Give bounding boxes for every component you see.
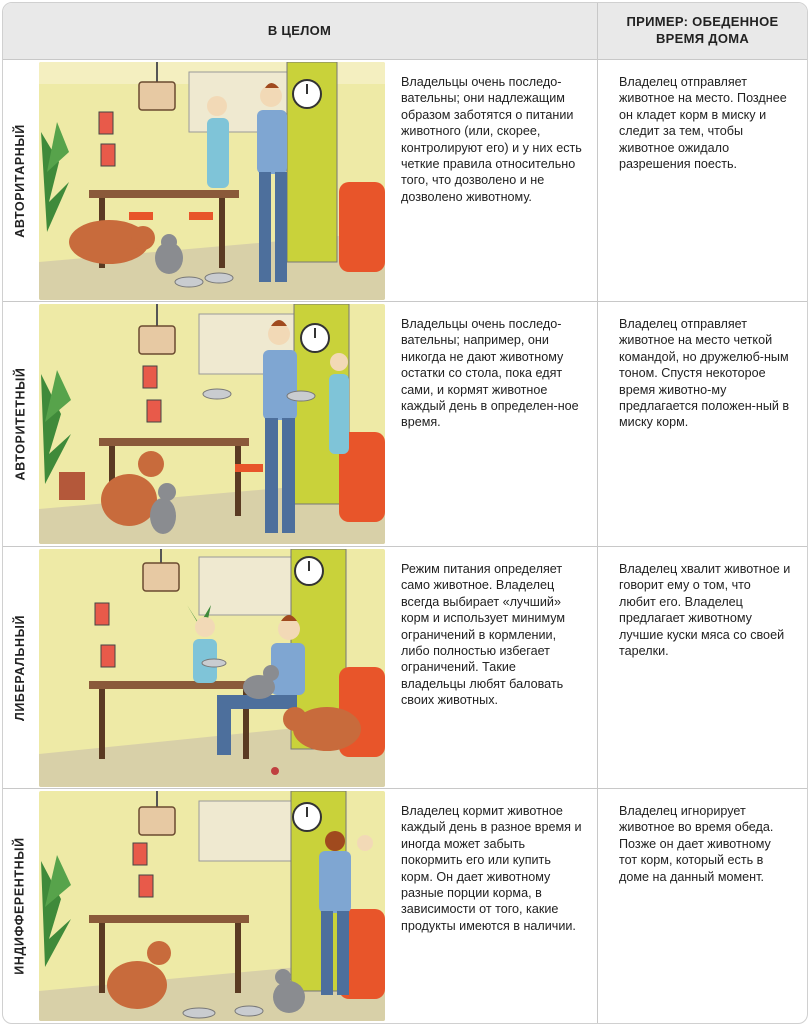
table-row bbox=[3, 60, 807, 302]
row-label-cell bbox=[3, 302, 37, 546]
row-label-cell bbox=[3, 547, 37, 788]
row-example: Владелец игнорирует животное во время обеда. Позже он дает животному тот корм, который есть в доме на данный момент. bbox=[597, 789, 807, 1023]
table-row bbox=[3, 302, 807, 547]
row-example: Владелец отправляет животное на место четкой командой, но дружелюб-ным тоном. Спустя некоторое время животно-му предлагается положен-ный в миску корм. bbox=[597, 302, 807, 546]
header-example: ПРИМЕР: ОБЕДЕННОЕ ВРЕМЯ ДОМА bbox=[597, 3, 807, 59]
row-label: ИНДИФФЕРЕНТНЫЙ bbox=[13, 837, 27, 975]
table-row bbox=[3, 547, 807, 789]
parenting-styles-table bbox=[2, 2, 808, 1024]
row-label: АВТОРИТЕТНЫЙ bbox=[13, 367, 28, 481]
row-label-cell bbox=[3, 789, 37, 1023]
row-description: Владельцы очень последо-вательны; они надлежащим образом заботятся о питании животного (или, скорее, контролируют его) и у них есть четкие правила относительно того, что дозволено и не дозволено животному. bbox=[401, 75, 582, 204]
row-description: Режим питания определяет само животное. Владелец всегда выбирает «лучший» корм и использует минимум ограничений в кормлении, либо полностью избегает ограничений. Такие владельцы любят баловать своих животных. bbox=[401, 562, 566, 708]
row-example: Владелец хвалит животное и говорит ему о том, что любит его. Владелец предлагает животному лучшие куски мяса со своей тарелки. bbox=[597, 547, 807, 788]
illustration-indifferent bbox=[39, 791, 385, 1021]
illustration-authoritative bbox=[39, 304, 385, 544]
row-label: АВТОРИТАРНЫЙ bbox=[13, 123, 28, 238]
row-description: Владелец кормит животное каждый день в разное время и иногда может забыть покормить его или купить корм. Он дает животному разные порции корма, в зависимости от того, какие продукты имеются в наличии. bbox=[401, 804, 582, 933]
row-example: Владелец отправляет животное на место. Позднее он кладет корм в миску и следит за тем, чтобы животное ожидало разрешения поесть. bbox=[597, 60, 807, 301]
row-label: ЛИБЕРАЛЬНЫЙ bbox=[13, 614, 28, 721]
illustration-authoritarian bbox=[39, 62, 385, 300]
row-description: Владельцы очень последо-вательны; например, они никогда не дают животному остатки со стола, пока едят сами, и кормят животное каждый день в определен-ное время. bbox=[401, 317, 579, 430]
row-label-cell bbox=[3, 60, 37, 301]
table-row bbox=[3, 789, 807, 1023]
illustration-liberal bbox=[39, 549, 385, 787]
header-general: В ЦЕЛОМ bbox=[267, 22, 332, 38]
table-header bbox=[3, 3, 807, 60]
